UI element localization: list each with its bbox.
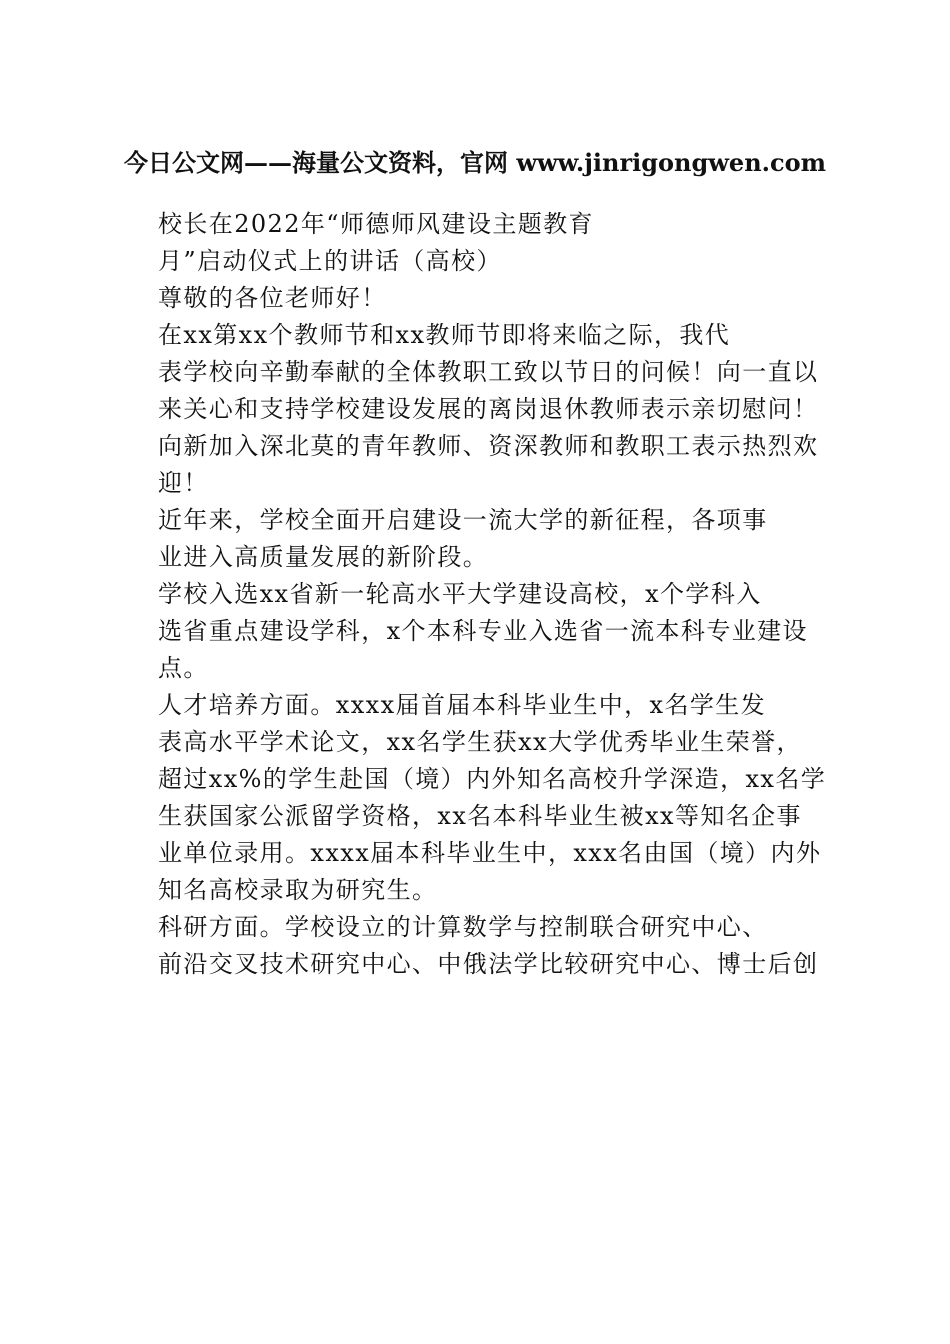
doc-line: 点。 (158, 654, 209, 682)
doc-line: 月”启动仪式上的讲话（高校） (158, 247, 502, 275)
doc-line: 学校入选xx省新一轮高水平大学建设高校，x个学科入 (158, 580, 762, 608)
doc-line: 业进入高质量发展的新阶段。 (158, 543, 489, 571)
doc-line: 尊敬的各位老师好！ (158, 284, 387, 312)
doc-line: 前沿交叉技术研究中心、中俄法学比较研究中心、博士后创 (158, 950, 819, 978)
document-body (158, 206, 838, 983)
doc-line: 表高水平学术论文，xx名学生获xx大学优秀毕业生荣誉， (158, 728, 802, 756)
doc-line: 业单位录用。xxxx届本科毕业生中，xxx名由国（境）内外 (158, 839, 822, 867)
doc-line: 来关心和支持学校建设发展的离岗退休教师表示亲切慰问！ (158, 395, 819, 423)
doc-line: 向新加入深北莫的青年教师、资深教师和教职工表示热烈欢 (158, 432, 819, 460)
page-header: 今日公文网——海量公文资料，官网 www.jinrigongwen.com (123, 148, 827, 177)
doc-line: 选省重点建设学科，x个本科专业入选省一流本科专业建设 (158, 617, 808, 645)
doc-line: 人才培养方面。xxxx届首届本科毕业生中，x名学生发 (158, 691, 767, 719)
doc-line: 近年来，学校全面开启建设一流大学的新征程，各项事 (158, 506, 768, 534)
doc-line: 表学校向辛勤奉献的全体教职工致以节日的问候！向一直以 (158, 358, 819, 386)
doc-line: 科研方面。学校设立的计算数学与控制联合研究中心、 (158, 913, 768, 941)
doc-line: 迎！ (158, 469, 209, 497)
doc-line: 超过xx%的学生赴国（境）内外知名高校升学深造，xx名学 (158, 765, 827, 793)
doc-line: 校长在2022年“师德师风建设主题教育 (158, 210, 594, 238)
doc-line: 生获国家公派留学资格，xx名本科毕业生被xx等知名企事 (158, 802, 802, 830)
doc-line: 在xx第xx个教师节和xx教师节即将来临之际，我代 (158, 321, 731, 349)
doc-line: 知名高校录取为研究生。 (158, 876, 438, 904)
